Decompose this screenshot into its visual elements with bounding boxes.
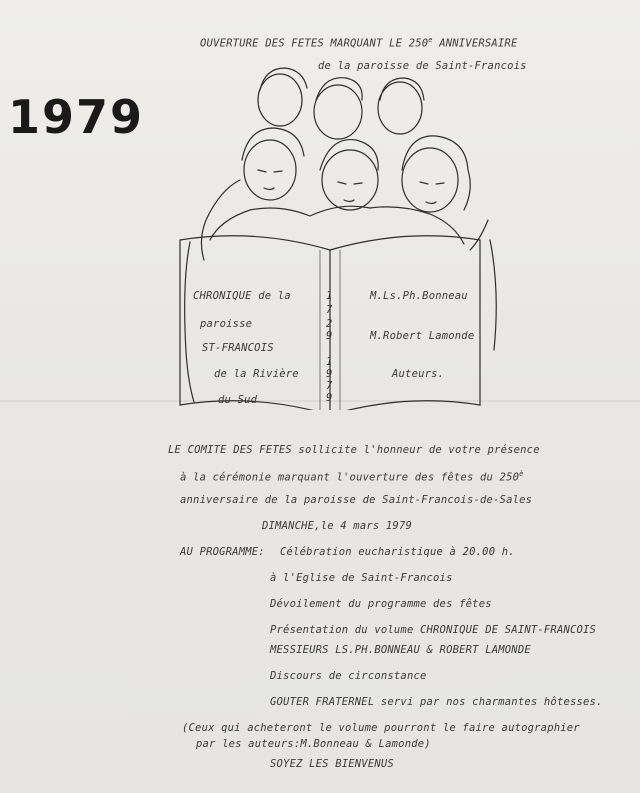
spine-digit: 2 [326, 318, 333, 330]
spine-digit: 1 [326, 356, 333, 368]
program-item-3: Dévoilement du programme des fêtes [270, 598, 492, 610]
spine-digit: 9 [326, 368, 333, 380]
program-item-5: MESSIEURS LS.PH.BONNEAU & ROBERT LAMONDE [270, 644, 531, 656]
body-line-3: anniversaire de la paroisse de Saint-Francois-de-Sales [180, 494, 533, 506]
book-right-authors-label: Auteurs. [392, 368, 445, 380]
header-line-2: de la paroisse de Saint-Francois [318, 60, 527, 72]
book-right-author-2: M.Robert Lamonde [370, 330, 475, 342]
program-item-6: Discours de circonstance [270, 670, 427, 682]
program-item-2: à l'Eglise de Saint-Francois [270, 572, 453, 584]
note-line-2: par les auteurs:M.Bonneau & Lamonde) [196, 738, 431, 750]
note-line-1: (Ceux qui acheteront le volume pourront le faire autographier [182, 722, 580, 734]
program-label: AU PROGRAMME: [180, 546, 265, 558]
spine-digit: 7 [326, 380, 333, 392]
body-line-1: LE COMITE DES FETES sollicite l'honneur de votre présence [168, 444, 540, 456]
event-date: DIMANCHE,le 4 mars 1979 [262, 520, 412, 532]
book-left-line-1: CHRONIQUE de la [193, 290, 291, 302]
program-item-1: Célébration eucharistique à 20.00 h. [280, 546, 515, 558]
spine-digit: 9 [326, 330, 333, 342]
book-left-line-3: ST-FRANCOIS [202, 342, 274, 354]
book-left-line-4: de la Rivière [214, 368, 299, 380]
spine-digit: 7 [326, 304, 333, 316]
book-left-line-2: paroisse [200, 318, 253, 330]
book-left-line-5: du Sud [218, 394, 258, 406]
spine-digit: 1 [326, 290, 333, 302]
program-item-4: Présentation du volume CHRONIQUE DE SAINT-FRANCOIS [270, 624, 597, 636]
book-right-author-1: M.Ls.Ph.Bonneau [370, 290, 468, 302]
header-line-1: OUVERTURE DES FETES MARQUANT LE 250e ANNIVERSAIRE [200, 36, 518, 50]
body-line-2: à la cérémonie marquant l'ouverture des fêtes du $250^è$ [180, 470, 524, 484]
year-stencil: 1979 [8, 90, 145, 144]
children-reading-illustration [170, 60, 510, 410]
closing-line: SOYEZ LES BIENVENUS [270, 758, 394, 770]
program-item-7: GOUTER FRATERNEL servi par nos charmantes hôtesses. [270, 696, 603, 708]
spine-digit: 9 [326, 392, 333, 404]
